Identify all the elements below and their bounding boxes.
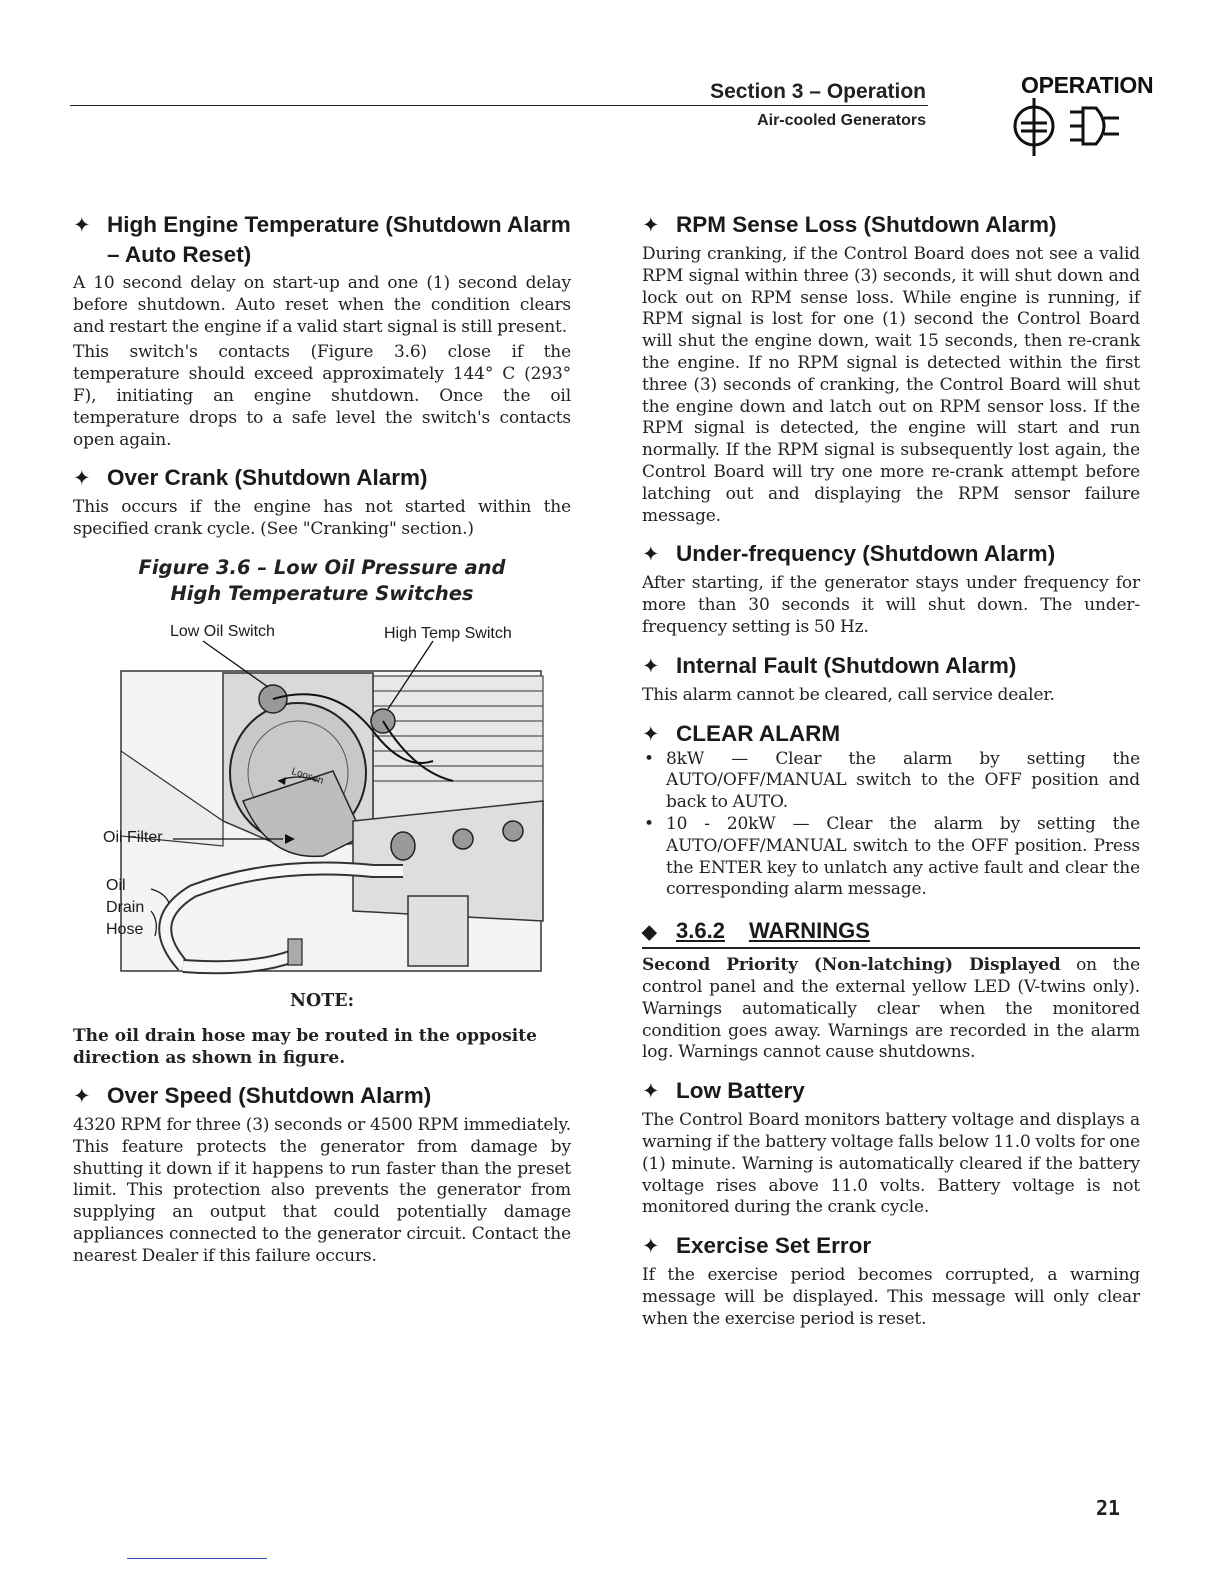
figure-3-6-switches: [73, 621, 571, 981]
warnings-section-heading: ◆ 3.6.2 WARNINGS: [642, 917, 1140, 949]
high-engine-temp-paragraph-1: A 10 second delay on start-up and one (1) second delay before shutdown. Auto reset when the condition clears and restart the engine if a valid start signal is still present.: [73, 273, 571, 337]
star-bullet-icon: ✦: [642, 1235, 660, 1259]
operation-tab-label: OPERATION: [1021, 72, 1154, 98]
heading-high-engine-temp: ✦ High Engine Temperature (Shutdown Alarm – Auto Reset): [73, 212, 571, 267]
heading-internal-fault: ✦ Internal Fault (Shutdown Alarm): [642, 651, 1140, 681]
heading-rpm-sense-loss: ✦ RPM Sense Loss (Shutdown Alarm): [642, 210, 1140, 240]
internal-fault-paragraph: This alarm cannot be cleared, call service dealer.: [642, 684, 1055, 705]
rpm-sense-loss-paragraph: During cranking, if the Control Board does not see a valid RPM signal within three (3) seconds, it will shut down and lock out on RPM sense loss. While engine is running, if RPM signal is lost for one (1) second the Control Board will shut the engine down, wait 15 seconds, then re-crank the engine. If no RPM signal is detected within the first three (3) seconds of cranking, the Control Board will shut the engine down and latch out on RPM sensor loss. If the RPM signal is detected, the engine will start and run normally. If the RPM signal is subsequently lost again, the Control Board will try one more re-crank attempt before latching out and displaying the RPM sensor failure message.: [642, 244, 1140, 526]
note-heading: NOTE:: [289, 990, 355, 1011]
star-bullet-icon: ✦: [642, 543, 660, 567]
left-column: [73, 210, 571, 1268]
list-item: • 8kW — Clear the alarm by setting the AUTO/OFF/MANUAL switch to the OFF position and back to AUTO.: [644, 748, 1140, 813]
star-bullet-icon: ✦: [642, 722, 660, 746]
right-column: [642, 210, 1140, 1330]
heading-clear-alarm: ✦ CLEAR ALARM: [642, 719, 1140, 749]
heading-low-battery: ✦ Low Battery: [642, 1076, 1140, 1106]
high-engine-temp-paragraph-2: This switch's contacts (Figure 3.6) close if the temperature should exceed approximately 144° C (293° F), initiating an engine shutdown. Once the oil temperature drops to a safe level the switch's contacts open again.: [73, 342, 571, 450]
clear-alarm-list: [642, 749, 1140, 902]
oil-drain-hose-label-line-2: Drain: [106, 898, 145, 916]
oil-filter-label: Oil Filter: [103, 828, 163, 846]
oil-drain-hose-label-line-1: Oil: [106, 876, 126, 894]
footer-link-underline: [127, 1558, 267, 1559]
star-bullet-icon: ✦: [642, 1080, 660, 1104]
loosen-label: Loosen: [290, 766, 325, 787]
note-text: The oil drain hose may be routed in the opposite direction as shown in figure.: [73, 1025, 537, 1068]
over-speed-paragraph: 4320 RPM for three (3) seconds or 4500 RPM immediately. This feature protects the generator from damage by shutting it down if it happens to run faster than the preset limit. This protection also prevents the generator from supplying an output that could potentially damage appliances connected to the generator circuit. Contact the nearest Dealer if this failure occurs.: [73, 1114, 571, 1266]
list-item: • 10 - 20kW — Clear the alarm by setting the AUTO/OFF/MANUAL switch to the OFF position. Press the ENTER key to unlatch any active fault and clear the corresponding alarm message.: [644, 813, 1140, 900]
star-bullet-icon: ✦: [642, 654, 660, 678]
low-battery-paragraph: The Control Board monitors battery voltage and displays a warning if the battery voltage falls below 11.0 volts for one (1) minute. Warning is automatically cleared if the battery voltage rises above 11.0 volts. Battery voltage is not monitored during the crank cycle.: [642, 1110, 1140, 1218]
warnings-paragraph: Second Priority (Non-latching) Displayed on the control panel and the external yellow LED (V-twins only). Warnings automatically clear when the monitored condition goes away. Warnings are recorded in the alarm log. Warnings cannot cause shutdowns.: [642, 955, 1140, 1063]
engine-photo-illustration: [73, 621, 571, 981]
page-number: 21: [1096, 1496, 1121, 1520]
star-bullet-icon: ✦: [73, 467, 91, 491]
header-rule: [70, 105, 928, 106]
star-bullet-icon: ✦: [73, 1084, 91, 1108]
heading-under-frequency: ✦ Under-frequency (Shutdown Alarm): [642, 539, 1140, 569]
diamond-bullet-icon: ◆: [642, 922, 657, 944]
heading-exercise-set-error: ✦ Exercise Set Error: [642, 1231, 1140, 1261]
section-subtitle: Air-cooled Generators: [757, 112, 926, 129]
heading-over-speed: ✦ Over Speed (Shutdown Alarm): [73, 1081, 571, 1111]
figure-caption: Figure 3.6 – Low Oil Pressure and High Temperature Switches: [138, 555, 506, 605]
oil-drain-hose-label-line-3: Hose: [106, 920, 144, 938]
over-crank-paragraph: This occurs if the engine has not started within the specified crank cycle. (See "Cranking" section.): [73, 497, 571, 540]
exercise-set-error-paragraph: If the exercise period becomes corrupted, a warning message will be displayed. This message will only clear when the exercise period is reset.: [642, 1265, 1140, 1329]
high-temp-switch-label: High Temp Switch: [384, 624, 512, 642]
under-frequency-paragraph: After starting, if the generator stays under frequency for more than 30 seconds it will shut down. The under-frequency setting is 50 Hz.: [642, 573, 1140, 637]
heading-over-crank: ✦ Over Crank (Shutdown Alarm): [73, 463, 571, 493]
operation-icon: [1008, 96, 1140, 166]
low-oil-switch-label: Low Oil Switch: [170, 622, 275, 640]
star-bullet-icon: ✦: [642, 214, 660, 237]
section-title: Section 3 – Operation: [710, 80, 926, 103]
star-bullet-icon: ✦: [73, 214, 91, 237]
